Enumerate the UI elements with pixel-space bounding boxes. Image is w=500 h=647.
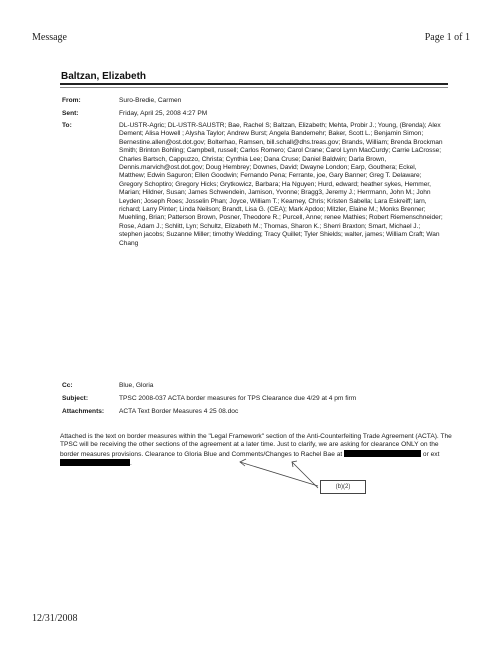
sent-label: Sent:: [62, 110, 79, 117]
exemption-stamp: (b)(2): [320, 480, 366, 494]
subject-label: Subject:: [62, 395, 89, 402]
footer-date: 12/31/2008: [32, 613, 78, 624]
attachments-value[interactable]: ACTA Text Border Measures 4 25 08.doc: [119, 408, 239, 415]
header-left-title: Message: [32, 32, 67, 43]
from-value: Suro-Bredie, Carmen: [119, 97, 182, 104]
body-text-ext: or ext: [422, 450, 440, 458]
sent-value: Friday, April 25, 2008 4:27 PM: [119, 110, 208, 117]
to-label: To:: [62, 122, 72, 129]
to-value: DL-USTR-Agric; DL-USTR-SAUSTR; Bae, Rachel S; Baltzan, Elizabeth; Mehta, Probir J.; Young, (Brenda); Alex Dement; Alisa Howell ; Alysha Taylor; Andrew Burst; Angela Bandemehr; Baker, Scott L.; Benjamin Simon; Bernestine.allen@ost.dot.gov; Bolterhao, Ramsen, bill.schall@dhs.treas.gov; Brands, William; Brenda Brockman Smith; Brinton Bohling; Campbell, russell; Carlos Romero; Carol Crane; Carol Lynn MacCurdy; Carrie LaCrosse; Charles Bartsch, Cappuzzo, Christa; Cynthia Lee; Dana Cruse; Daniel Baldwin; Darla Brown, Dennis.marvich@ost.dot.gov; Doug Hembrey; Downes, David; Dwayne London; Earp, Gouthera; Eckel, Matthew; Edwin Saguron; Ellen Goodwin; Fernando Pena; Ferrante, joe, Gary Banner; Greg T. Delaware; Gregory Schoptiro; Gregory Hicks; Grytkowicz, Barbara; Ha Nguyen; Hurd, edward; heather sykes, Hemmer, Marian; Hildner, Susan; James Schwendein, Jamison, Yvonne; Bragg3, Jeremy J.; Herrmann, John M.; John Leyden; Joseph Roes; Josselin Phan; Joyce, William T.; Kearney, Chris; Kristen Sabella; Lara Eskreiff; larn, richard; Larry Pinter; Linda Neilson; Brandt, Lisa G. (CEA); Mark Apdoo; Mitzler, Elaine M.; Monks Brenner; Muehling, Brian; Patterson Brown, Posner, Theodore R.; Purcell, Anne; renee Mathies; Robert Riemenschneider; Rose, Adam J.; Schlitt, Lyn; Schultz, Elizabeth M.; Thomas, Sharon K.; Sherri Braxton; Smart, Michael J.; stephen jacobs; Suzanne Miller; timothy Wedding; Tracy Quillet; Tyler Shields; walter, james; William Craft; Wan Chang: [119, 122, 443, 247]
from-label: From:: [62, 97, 81, 104]
attachments-label: Attachments:: [62, 408, 105, 415]
body-text-end: .: [130, 459, 132, 467]
cc-value: Blue, Gloria: [119, 382, 154, 389]
sender-name: Baltzan, Elizabeth: [61, 71, 147, 82]
header-page-number: Page 1 of 1: [424, 32, 470, 43]
body-text: Attached is the text on border measures within the "Legal Framework" section of the Anti-Counterfeiting Trade Agreement (ACTA). The TPSC will be receiving the other sections of the agreement at a later time. Just to clarify, we are asking for clearance ONLY on the border measures provisions. Clearance to Gloria Blue and Comments/Changes to Rachel Bae at: [60, 433, 452, 458]
subject-value: TPSC 2008-037 ACTA border measures for TPS Clearance due 4/29 at 4 pm firm: [119, 395, 357, 402]
cc-label: Cc:: [62, 382, 73, 389]
